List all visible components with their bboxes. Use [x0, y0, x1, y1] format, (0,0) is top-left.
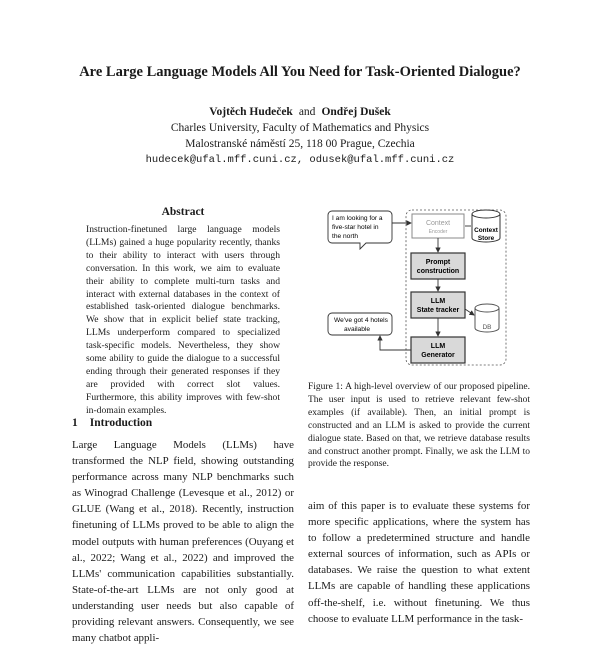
section-number: 1 [72, 417, 78, 429]
state-tracker-box [411, 292, 465, 318]
context-encoder-sublabel: Encoder [428, 229, 448, 235]
figure-caption: Figure 1: A high-level overview of our proposed pipeline. The user input is used to retrieve relevant few-shot examples (if available). Then, an initial prompt is constructed and an LLM is asked to provide the current dialogue state. Based on that, we retrieve database results and construct another prompt. Finally, we ask the LLM to provide the response. [308, 382, 530, 470]
prompt-box-label: Prompt [425, 259, 451, 266]
db-label: DB [482, 324, 492, 331]
context-store-label: Store [477, 235, 495, 242]
prompt-box-label: construction [416, 268, 460, 275]
system-speech-bubble [328, 313, 392, 335]
generator-box [411, 337, 465, 363]
state-tracker-label: State tracker [416, 307, 460, 314]
context-encoder-label: Context [425, 220, 451, 227]
abstract-text: Instruction-finetuned large language models (LLMs) gained a huge popularity recently, thanks to their ability to interact with users through conversation. In this work, we aim to evaluate their ability to complete multi-turn tasks and interact with external databases in the context of established task-oriented dialogue benchmarks. We show that in explicit belief state tracking, LLMs underperform compared to specialized task-specific models. Nevertheless, they show some ability to guide the dialogue to a successful ending through their generated responses if they are provided with correct slot values. Furthermore, this ability improves with few-shot in-domain examples. [86, 224, 280, 416]
user-bubble-line: the north [332, 233, 359, 240]
system-bubble-line: We've got 4 hotels [334, 317, 388, 324]
section-heading [72, 417, 152, 429]
state-tracker-label: LLM [430, 298, 446, 305]
section-title: Introduction [89, 417, 153, 429]
author-name: Vojtěch Hudeček [209, 106, 293, 118]
prompt-construction-box [411, 253, 465, 279]
introduction-text: Large Language Models (LLMs) have transformed the NLP field, showing outstanding performance across many NLP benchmarks such as Winograd Challenge (Levesque et al., 2012) or GLUE (Wang et al., 2018). Recently, instruction finetuning of LLMs proved to be able to align the model outputs with human preferences (Ouyang et al., 2022; Wang et al., 2022) and improved the LLMs' communication capabilities substantially. State-of-the-art LLMs are not only good at understanding user needs but also capable of providing relevant answers. Consequently, we see many chatbot appli- [72, 439, 294, 645]
emails: hudecek@ufal.mff.cuni.cz, odusek@ufal.mff.cuni.cz [145, 154, 455, 166]
generator-label: LLM [430, 343, 446, 350]
paper-title: Are Large Language Models All You Need for Task-Oriented Dialogue? [79, 64, 521, 80]
affiliation: Charles University, Faculty of Mathematics and Physics [170, 122, 430, 134]
pipeline-figure [322, 205, 512, 373]
column2-text: aim of this paper is to evaluate these systems for more specific applications, where the system has to follow a predetermined structure and handle external sources of information, such as APIs or databases. We raise the question to what extent LLMs are capable of handling these applications off-the-shelf, i.e. without finetuning. We thus choose to evaluate LLM performance in the task- [308, 500, 530, 625]
database-cylinder [475, 304, 499, 332]
context-store-label: Context [474, 227, 498, 234]
user-speech-bubble [328, 211, 392, 249]
system-bubble-line: available [344, 326, 371, 333]
address: Malostranské náměstí 25, 118 00 Prague, Czechia [185, 138, 415, 150]
user-bubble-line: I am looking for a [332, 215, 383, 222]
author-name: Ondřej Dušek [321, 106, 391, 118]
context-store-cylinder [472, 210, 500, 242]
generator-label: Generator [421, 352, 455, 359]
user-bubble-line: five-star hotel in [332, 224, 379, 231]
abstract-heading: Abstract [161, 206, 205, 218]
author-conjunction: and [298, 106, 316, 118]
db-arrow [465, 309, 474, 315]
author-line [0, 106, 600, 118]
